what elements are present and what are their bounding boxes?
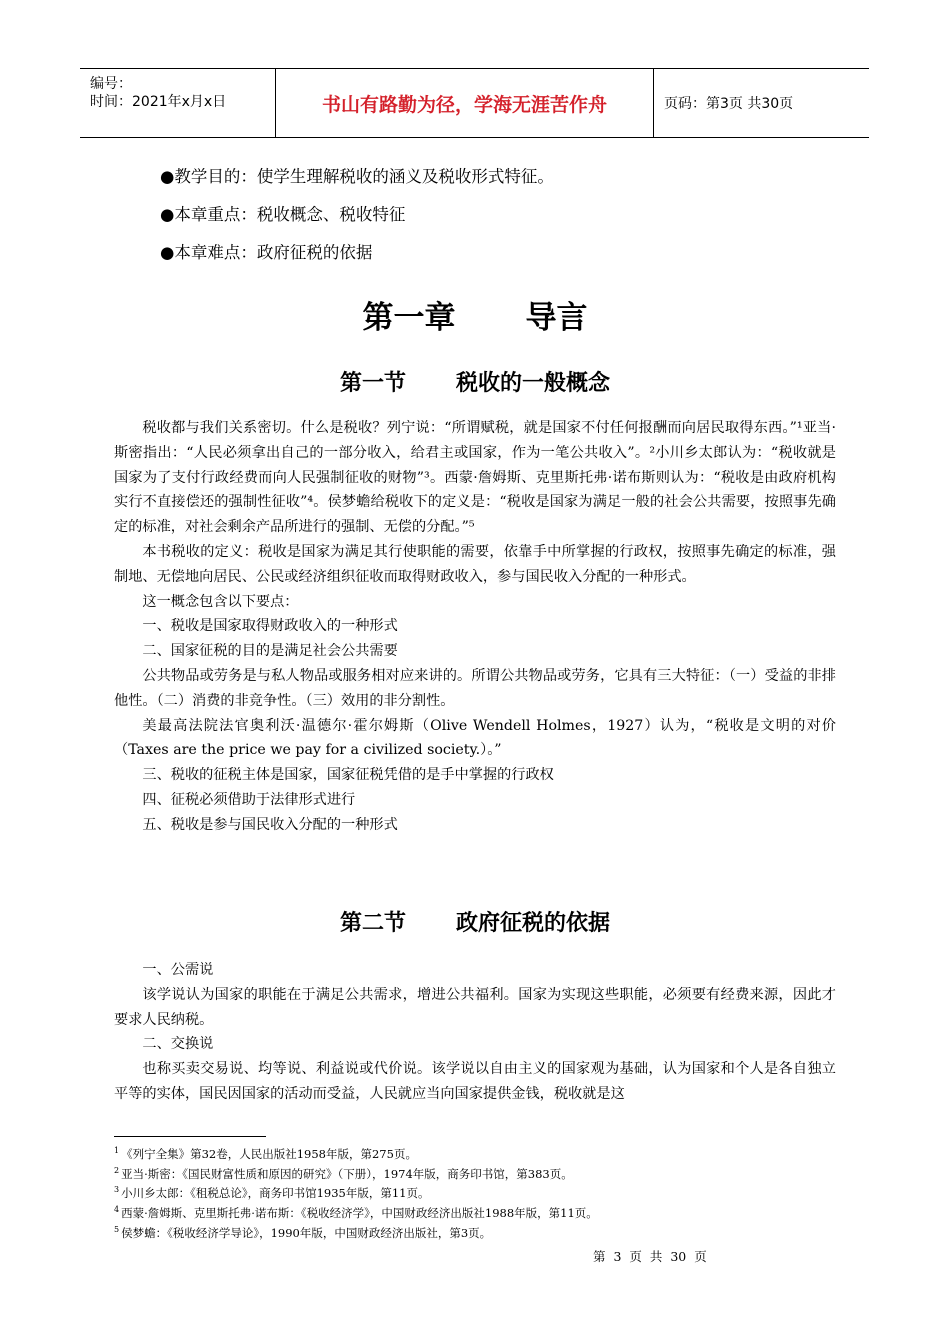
footnote xyxy=(114,1202,598,1222)
section-name: 政府征税的依据 xyxy=(456,911,611,936)
header-motto: 书山有路勤为径，学海无涯苦作舟 xyxy=(276,69,654,137)
header-meta xyxy=(80,69,276,137)
section-body xyxy=(114,958,836,1107)
section-body xyxy=(114,416,836,838)
objective-item: ●教学目的：使学生理解税收的涵义及税收形式特征。 xyxy=(160,167,554,186)
footnote-mark: 1 xyxy=(114,1146,120,1155)
objective-item: ●本章重点：税收概念、税收特征 xyxy=(160,205,406,224)
chapter-title xyxy=(0,292,950,337)
footnote-mark: 2 xyxy=(114,1165,120,1175)
section-number: 第二节 xyxy=(339,911,406,936)
section-number: 第一节 xyxy=(339,371,406,396)
footnote-mark: 4 xyxy=(114,1204,120,1214)
footnote xyxy=(114,1163,598,1183)
footnote-text: 侯梦蟾：《税收经济学导论》，1990年版，中国财政经济出版社，第3页。 xyxy=(121,1225,492,1240)
paragraph: 税收都与我们关系密切。什么是税收？列宁说：“所谓赋税，就是国家不付任何报酬而向居民取得东西。”¹亚当·斯密指出：“人民必须拿出自己的一部分收入，给君主或国家，作为一笔公共收入”。²小川乡太郎认为：“税收就是国家为了支付行政经费而向人民强制征收的财物”³。西蒙·詹姆斯、克里斯托弗·诺布斯则认为：“税收是由政府机构实行不直接偿还的强制性征收”⁴。侯梦蟾给税收下的定义是：“税收是国家为满足一般的社会公共需要，按照事先确定的标准，对社会剩余产品所进行的强制、无偿的分配。”⁵ xyxy=(114,420,836,536)
objective-item: ●本章难点：政府征税的依据 xyxy=(160,243,373,262)
footnote xyxy=(114,1143,598,1163)
footnote-text: 亚当·斯密：《国民财富性质和原因的研究》（下册），1974年版，商务印书馆，第383页。 xyxy=(121,1166,573,1181)
footnote-mark: 5 xyxy=(114,1224,120,1234)
footnotes xyxy=(114,1143,598,1241)
chapter-name: 导言 xyxy=(525,300,588,336)
paragraph: 这一概念包含以下要点： xyxy=(142,593,299,610)
paragraph: 三、税收的征税主体是国家，国家征税凭借的是手中掌握的行政权 xyxy=(142,767,554,784)
paragraph: 本书税收的定义：税收是国家为满足其行使职能的需要，依靠手中所掌握的行政权，按照事先确定的标准，强制地、无偿地向居民、公民或经济组织征收而取得财政收入，参与国民收入分配的一种形式。 xyxy=(114,543,836,585)
footnote xyxy=(114,1182,598,1202)
header-number-label: 编号： xyxy=(90,76,132,92)
footnote-divider xyxy=(114,1136,266,1137)
chapter-number: 第一章 xyxy=(362,300,456,336)
paragraph: 该学说认为国家的职能在于满足公共需求，增进公共福利。国家为实现这些职能，必须要有经费来源，因此才要求人民纳税。 xyxy=(114,986,836,1028)
section-title xyxy=(0,366,950,397)
header-time: 时间：2021年x月x日 xyxy=(90,94,227,110)
chapter-objectives xyxy=(160,158,554,272)
header-page-code: 页码：第3页 共30页 xyxy=(664,96,794,112)
footnote-text: 《列宁全集》第32卷，人民出版社1958年版，第275页。 xyxy=(121,1146,417,1161)
section-title xyxy=(0,906,950,937)
paragraph: 五、税收是参与国民收入分配的一种形式 xyxy=(142,816,398,833)
paragraph: 也称买卖交易说、均等说、利益说或代价说。该学说以自由主义的国家观为基础，认为国家和个人是各自独立平等的实体，国民因国家的活动而受益，人民就应当向国家提供金钱，税收就是这 xyxy=(114,1061,836,1102)
paragraph: 美最高法院法官奥利沃·温德尔·霍尔姆斯（Olive Wendell Holmes，1927）认为，“税收是文明的对价（Taxes are the price we pay for a civilized society.）。” xyxy=(114,717,836,759)
footnote xyxy=(114,1222,598,1242)
paragraph: 二、国家征税的目的是满足社会公共需要 xyxy=(142,643,398,660)
section-name: 税收的一般概念 xyxy=(456,371,611,396)
footnote-mark: 3 xyxy=(114,1185,120,1195)
paragraph: 二、交换说 xyxy=(142,1036,214,1053)
page-number: 第 3 页 共 30 页 xyxy=(593,1249,707,1264)
page-header xyxy=(80,68,869,138)
paragraph: 一、税收是国家取得财政收入的一种形式 xyxy=(142,618,398,635)
paragraph: 四、征税必须借助于法律形式进行 xyxy=(142,791,356,808)
paragraph: 公共物品或劳务是与私人物品或服务相对应来讲的。所谓公共物品或劳务，它具有三大特征：（一）受益的非排他性。（二）消费的非竞争性。（三）效用的非分割性。 xyxy=(114,667,836,709)
footnote-text: 西蒙·詹姆斯、克里斯托弗·诺布斯：《税收经济学》，中国财政经济出版社1988年版，第11页。 xyxy=(121,1205,598,1220)
paragraph: 一、公需说 xyxy=(142,962,214,978)
footnote-text: 小川乡太郎：《租税总论》，商务印书馆1935年版，第11页。 xyxy=(121,1186,430,1201)
